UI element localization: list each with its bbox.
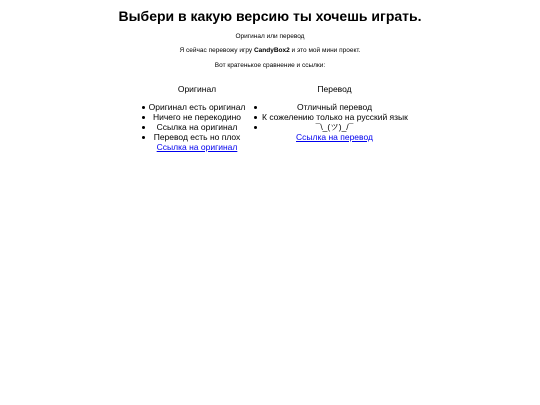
list-item: К сожелению только на русский язык xyxy=(262,112,408,122)
game-name: CandyBox2 xyxy=(253,47,290,54)
intro-subtitle: Оригинал или перевод xyxy=(235,33,305,40)
list-item: Ничего не перекодино xyxy=(148,112,246,122)
shrug-emoticon: ¯\_(ツ)_/¯ xyxy=(262,122,407,132)
list-item: Отличный перевод xyxy=(262,102,407,112)
intro-description-before: Я сейчас перевожу игру xyxy=(179,47,253,54)
page-title: Выбери в какую версию ты хочешь играть. xyxy=(118,8,422,24)
list-item: Перевод есть но плох xyxy=(148,132,246,142)
original-link[interactable]: Ссылка на оригинал xyxy=(156,142,238,152)
list-item: Ссылка на оригинал xyxy=(148,122,246,132)
translation-list xyxy=(262,102,407,142)
translation-link-item xyxy=(262,132,407,142)
intro-description-after: и это мой мини проект. xyxy=(291,47,361,54)
translation-column-heading: Перевод xyxy=(317,84,352,94)
original-list xyxy=(148,102,246,152)
comparison-intro: Вот кратенькое сравнение и ссылки: xyxy=(214,62,326,69)
original-link-item xyxy=(148,142,246,152)
list-item: Оригинал есть оригинал xyxy=(148,102,246,112)
translation-link[interactable]: Ссылка на перевод xyxy=(296,132,373,142)
original-column-heading: Оригинал xyxy=(177,84,217,94)
intro-description xyxy=(0,46,540,55)
